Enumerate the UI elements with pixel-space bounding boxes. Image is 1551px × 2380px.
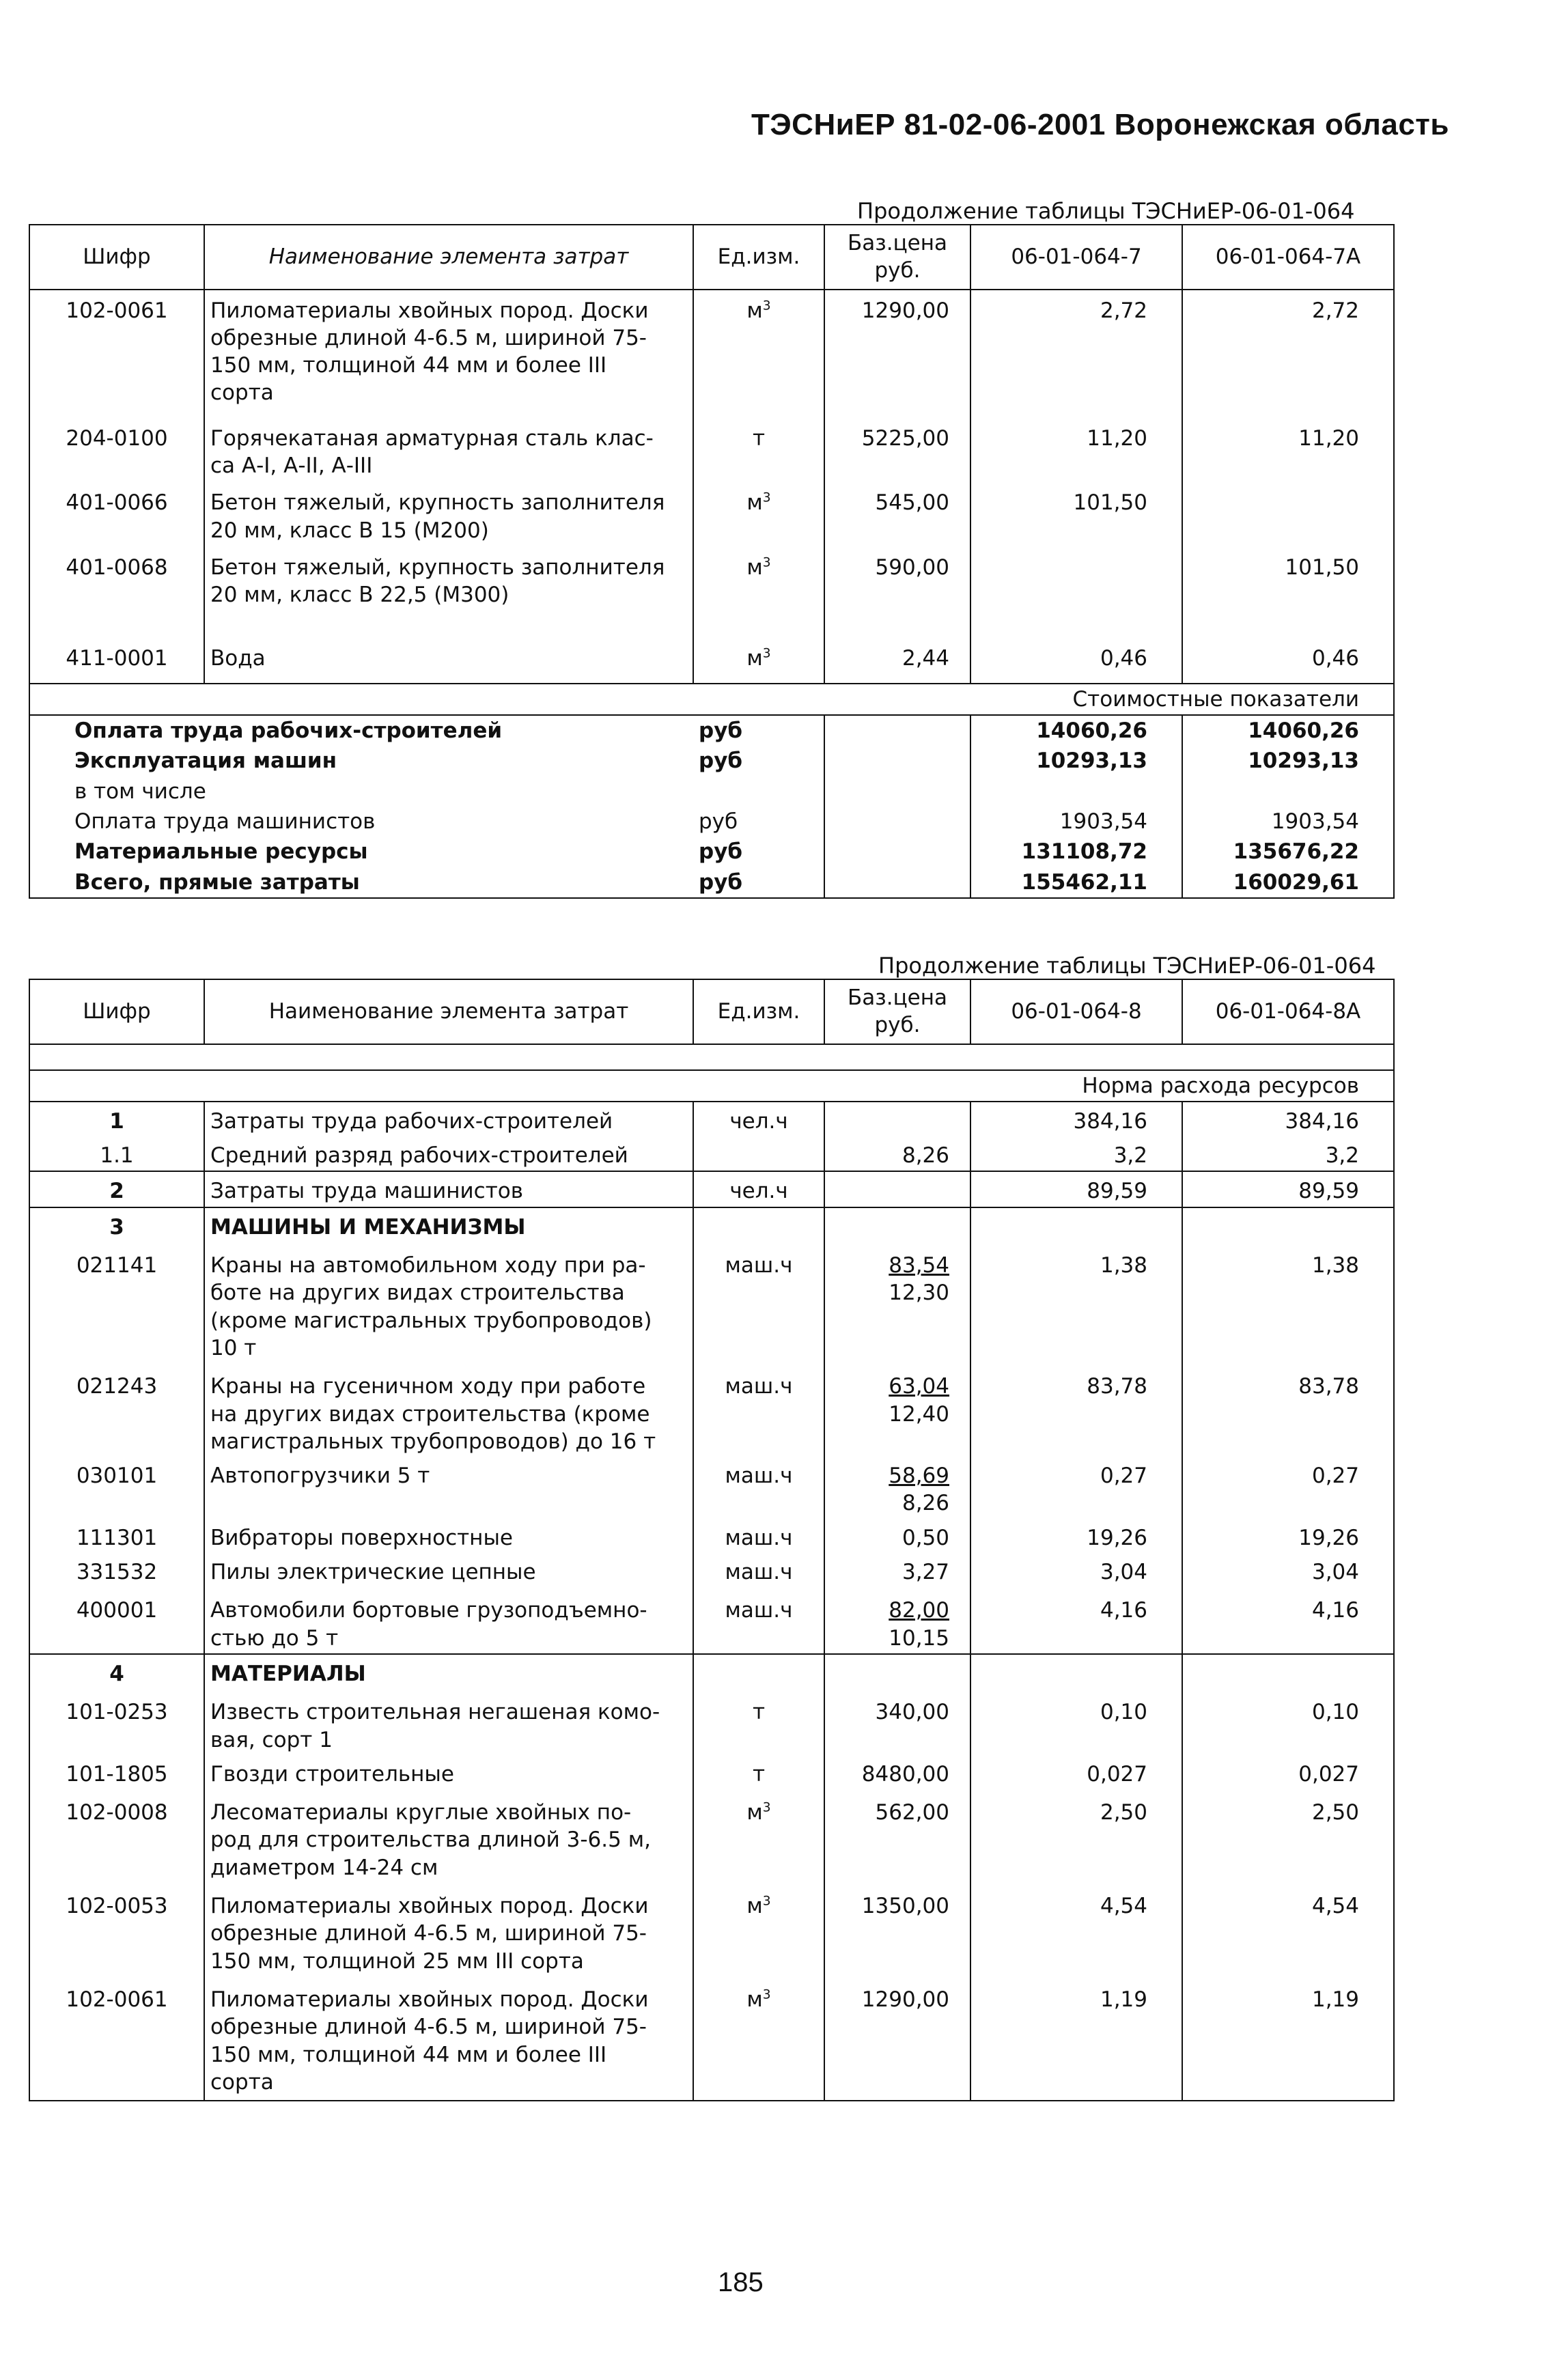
summary-row — [29, 746, 1394, 776]
resource-name — [204, 611, 693, 684]
unit-cell — [693, 1587, 824, 1654]
resource-code: 102-0061 — [29, 1976, 204, 2101]
base-price — [824, 290, 970, 408]
unit-value: м — [746, 1894, 763, 1919]
resource-name — [204, 1136, 693, 1171]
variant1-value: 89,59 — [970, 1171, 1182, 1207]
resource-name-line: сорта — [210, 380, 274, 406]
base-price-value: 1350,00 — [861, 1894, 949, 1919]
unit-cell — [693, 408, 824, 481]
resource-name-line: вая, сорт 1 — [210, 1727, 333, 1752]
unit-cell — [693, 1553, 824, 1587]
summary-label: Оплата труда машинистов — [29, 807, 693, 837]
variant2-value: 384,16 — [1182, 1102, 1394, 1136]
variant1-value: 11,20 — [970, 408, 1182, 481]
resource-name-line: 150 мм, толщиной 44 мм и более III — [210, 353, 607, 378]
variant2-value: 1,19 — [1182, 1976, 1394, 2101]
resource-name-line: Затраты труда рабочих-строителей — [210, 1108, 613, 1134]
resource-name-line: Лесоматериалы круглые хвойных по- — [210, 1800, 632, 1825]
unit-cell — [693, 481, 824, 546]
resource-name-line: Автомобили бортовые грузоподъемно- — [210, 1598, 647, 1623]
table-row — [29, 1689, 1394, 1755]
resource-code: 2 — [29, 1171, 204, 1207]
variant1-value — [970, 1654, 1182, 1689]
variant2-value: 2,72 — [1182, 290, 1394, 408]
unit-exponent: 3 — [762, 646, 771, 661]
resource-name-line: 20 мм, класс В 22,5 (М300) — [210, 583, 509, 608]
unit-cell — [693, 1519, 824, 1553]
base-price — [824, 1654, 970, 1689]
variant1-value — [970, 546, 1182, 611]
table1-continuation-label: Продолжение таблицы ТЭСНиЕР-06-01-064 — [857, 198, 1355, 224]
variant1-value: 3,04 — [970, 1553, 1182, 1587]
variant2-value: 160029,61 — [1182, 867, 1394, 898]
summary-price — [824, 867, 970, 898]
resource-code: 401-0068 — [29, 546, 204, 611]
variant2-value — [1182, 481, 1394, 546]
resource-name — [204, 1102, 693, 1136]
unit-value: м — [746, 645, 763, 671]
base-price — [824, 1136, 970, 1171]
summary-unit — [693, 776, 824, 807]
table-row — [29, 1789, 1394, 1883]
col-header-code: Шифр — [29, 225, 204, 290]
resource-name-line: Бетон тяжелый, крупность заполнителя — [210, 490, 665, 516]
summary-price — [824, 837, 970, 867]
resource-name-line: сорта — [210, 2069, 274, 2095]
resource-code: 030101 — [29, 1457, 204, 1519]
section-banner-label: Норма расхода ресурсов — [29, 1070, 1394, 1102]
resource-name — [204, 1654, 693, 1689]
base-price — [824, 1689, 970, 1755]
base-price-value: 340,00 — [875, 1700, 949, 1725]
base-price-value: 58,69 — [889, 1464, 949, 1489]
base-price — [824, 1242, 970, 1363]
variant1-value: 0,46 — [970, 611, 1182, 684]
base-price-secondary: 12,30 — [889, 1280, 949, 1306]
base-price — [824, 1207, 970, 1242]
variant2-value — [1182, 776, 1394, 807]
unit-value: м — [746, 555, 763, 580]
resource-code: 411-0001 — [29, 611, 204, 684]
unit-value: маш.ч — [725, 1464, 793, 1489]
table-row — [29, 290, 1394, 408]
summary-price — [824, 807, 970, 837]
table-row — [29, 1587, 1394, 1654]
base-price-value: 562,00 — [875, 1800, 949, 1825]
variant2-value — [1182, 1207, 1394, 1242]
resource-name-line: род для строительства длиной 3-6.5 м, — [210, 1828, 651, 1853]
unit-value: маш.ч — [725, 1525, 793, 1550]
unit-cell — [693, 611, 824, 684]
variant2-value: 10293,13 — [1182, 746, 1394, 776]
unit-cell — [693, 1883, 824, 1976]
resource-name — [204, 290, 693, 408]
resource-name-line: Краны на автомобильном ходу при ра- — [210, 1253, 646, 1278]
unit-cell — [693, 1789, 824, 1883]
unit-cell — [693, 1102, 824, 1136]
resource-name — [204, 546, 693, 611]
base-price — [824, 481, 970, 546]
variant1-value: 384,16 — [970, 1102, 1182, 1136]
resource-name-line: обрезные длиной 4-6.5 м, шириной 75- — [210, 1921, 647, 1946]
summary-unit: руб — [693, 837, 824, 867]
col-header-code: Шифр — [29, 979, 204, 1044]
unit-cell — [693, 290, 824, 408]
resource-name — [204, 1457, 693, 1519]
summary-label: Всего, прямые затраты — [29, 867, 693, 898]
summary-price — [824, 776, 970, 807]
resource-name-line: Пиломатериалы хвойных пород. Доски — [210, 1894, 649, 1919]
unit-exponent: 3 — [762, 555, 771, 570]
summary-label: Материальные ресурсы — [29, 837, 693, 867]
resource-code: 400001 — [29, 1587, 204, 1654]
variant2-value: 1903,54 — [1182, 807, 1394, 837]
resource-name-line: МАТЕРИАЛЫ — [210, 1661, 366, 1686]
unit-exponent: 3 — [762, 1800, 771, 1815]
base-price — [824, 1755, 970, 1789]
resource-name-line: Автопогрузчики 5 т — [210, 1464, 430, 1489]
unit-cell — [693, 1689, 824, 1755]
resource-name-line: Средний разряд рабочих-строителей — [210, 1143, 628, 1168]
table-row — [29, 611, 1394, 684]
base-price-value: 83,54 — [889, 1253, 949, 1278]
table-row — [29, 1457, 1394, 1519]
resource-table-1 — [29, 224, 1395, 899]
resource-name-line: Гвозди строительные — [210, 1761, 454, 1787]
resource-name — [204, 1689, 693, 1755]
resource-code: 4 — [29, 1654, 204, 1689]
base-price — [824, 408, 970, 481]
base-price — [824, 1553, 970, 1587]
resource-code: 102-0053 — [29, 1883, 204, 1976]
col-header-price: Баз.цена руб. — [824, 979, 970, 1044]
spacer-row — [29, 1044, 1394, 1070]
summary-unit: руб — [693, 867, 824, 898]
summary-price — [824, 715, 970, 746]
resource-name-line: 150 мм, толщиной 25 мм III сорта — [210, 1948, 584, 1974]
variant1-value: 4,54 — [970, 1883, 1182, 1976]
base-price — [824, 611, 970, 684]
resource-name — [204, 1242, 693, 1363]
resource-name-line: на других видах строительства (кроме — [210, 1401, 650, 1427]
resource-name — [204, 1587, 693, 1654]
resource-name-line: Пиломатериалы хвойных пород. Доски — [210, 1987, 649, 2012]
resource-name — [204, 1789, 693, 1883]
resource-name-line: диаметром 14-24 см — [210, 1855, 438, 1880]
base-price-value: 0,50 — [902, 1525, 949, 1550]
variant1-value: 83,78 — [970, 1363, 1182, 1457]
table2-continuation-label: Продолжение таблицы ТЭСНиЕР-06-01-064 — [878, 953, 1376, 979]
unit-value: м — [746, 1800, 763, 1825]
base-price — [824, 1976, 970, 2101]
unit-value: м — [746, 298, 763, 323]
table-row — [29, 1654, 1394, 1689]
base-price-value: 2,44 — [902, 645, 949, 671]
summary-price — [824, 746, 970, 776]
resource-code: 021141 — [29, 1242, 204, 1363]
table-row — [29, 1242, 1394, 1363]
col-header-price: Баз.цена руб. — [824, 225, 970, 290]
resource-name-line: 10 т — [210, 1335, 257, 1360]
variant2-value: 4,16 — [1182, 1587, 1394, 1654]
variant1-value: 0,27 — [970, 1457, 1182, 1519]
base-price-value: 545,00 — [875, 490, 949, 516]
table-row — [29, 1755, 1394, 1789]
variant2-value — [1182, 1654, 1394, 1689]
resource-code: 3 — [29, 1207, 204, 1242]
resource-code: 102-0061 — [29, 290, 204, 408]
variant1-value: 4,16 — [970, 1587, 1182, 1654]
variant1-value: 155462,11 — [970, 867, 1182, 898]
resource-code: 204-0100 — [29, 408, 204, 481]
col-header-unit: Ед.изм. — [693, 225, 824, 290]
resource-name-line: Затраты труда машинистов — [210, 1179, 524, 1204]
base-price-value: 1290,00 — [861, 298, 949, 323]
unit-value: м — [746, 490, 763, 516]
table-row — [29, 546, 1394, 611]
table-row — [29, 1883, 1394, 1976]
summary-row — [29, 837, 1394, 867]
base-price — [824, 1789, 970, 1883]
variant2-value: 0,10 — [1182, 1689, 1394, 1755]
resource-code: 102-0008 — [29, 1789, 204, 1883]
summary-unit: руб — [693, 715, 824, 746]
summary-row — [29, 867, 1394, 898]
base-price — [824, 1171, 970, 1207]
unit-value: маш.ч — [725, 1598, 793, 1623]
resource-name — [204, 1207, 693, 1242]
unit-cell — [693, 1363, 824, 1457]
resource-name-line: обрезные длиной 4-6.5 м, шириной 75- — [210, 2015, 647, 2040]
variant1-value: 1,38 — [970, 1242, 1182, 1363]
variant2-value: 101,50 — [1182, 546, 1394, 611]
resource-name-line: обрезные длиной 4-6.5 м, шириной 75- — [210, 325, 647, 350]
resource-name-line: са А-I, А-II, А-III — [210, 453, 373, 479]
base-price-value: 82,00 — [889, 1598, 949, 1623]
variant1-value: 131108,72 — [970, 837, 1182, 867]
base-price-value: 8,26 — [902, 1143, 949, 1168]
unit-cell — [693, 546, 824, 611]
variant2-value: 14060,26 — [1182, 715, 1394, 746]
variant1-value: 3,2 — [970, 1136, 1182, 1171]
resource-name-line: Пилы электрические цепные — [210, 1560, 536, 1585]
col-header-variant1: 06-01-064-7 — [970, 225, 1182, 290]
col-header-name: Наименование элемента затрат — [204, 225, 693, 290]
unit-cell — [693, 1457, 824, 1519]
unit-value: т — [752, 1761, 766, 1787]
resource-name — [204, 1883, 693, 1976]
resource-name — [204, 408, 693, 481]
unit-cell — [693, 1171, 824, 1207]
variant2-value: 83,78 — [1182, 1363, 1394, 1457]
table-row — [29, 481, 1394, 546]
base-price — [824, 1457, 970, 1519]
unit-value: маш.ч — [725, 1374, 793, 1399]
variant2-value: 11,20 — [1182, 408, 1394, 481]
unit-value: м — [746, 1987, 763, 2012]
base-price-value: 8480,00 — [861, 1761, 949, 1787]
resource-code: 1.1 — [29, 1136, 204, 1171]
variant1-value: 1,19 — [970, 1976, 1182, 2101]
table-row — [29, 1553, 1394, 1587]
variant1-value — [970, 776, 1182, 807]
table-row — [29, 1171, 1394, 1207]
resource-name — [204, 1363, 693, 1457]
table-row — [29, 1976, 1394, 2101]
base-price-value: 1290,00 — [861, 1987, 949, 2012]
resource-code: 111301 — [29, 1519, 204, 1553]
unit-cell — [693, 1654, 824, 1689]
resource-name-line: Вода — [210, 645, 266, 671]
table-row — [29, 408, 1394, 481]
resource-name — [204, 1976, 693, 2101]
variant1-value: 2,50 — [970, 1789, 1182, 1883]
unit-cell — [693, 1136, 824, 1171]
resource-name-line: МАШИНЫ И МЕХАНИЗМЫ — [210, 1214, 526, 1240]
base-price-secondary: 10,15 — [889, 1625, 949, 1651]
resource-name-line: боте на других видах строительства — [210, 1280, 625, 1306]
table-row — [29, 1363, 1394, 1457]
resource-name-line: Горячекатаная арматурная сталь клас- — [210, 425, 654, 451]
summary-label: Оплата труда рабочих-строителей — [29, 715, 693, 746]
base-price — [824, 1363, 970, 1457]
resource-code: 021243 — [29, 1363, 204, 1457]
base-price-value: 3,27 — [902, 1560, 949, 1585]
col-header-name: Наименование элемента затрат — [204, 979, 693, 1044]
resource-code: 401-0066 — [29, 481, 204, 546]
resource-name-line: Вибраторы поверхностные — [210, 1525, 513, 1550]
resource-name-line: Пиломатериалы хвойных пород. Доски — [210, 298, 649, 323]
variant1-value: 0,10 — [970, 1689, 1182, 1755]
table-row — [29, 1102, 1394, 1136]
unit-value: т — [752, 1700, 766, 1725]
summary-row — [29, 715, 1394, 746]
resource-name — [204, 1519, 693, 1553]
base-price-secondary: 8,26 — [902, 1491, 949, 1516]
variant1-value: 1903,54 — [970, 807, 1182, 837]
table-row — [29, 1136, 1394, 1171]
unit-exponent: 3 — [762, 298, 771, 313]
resource-name-line: стью до 5 т — [210, 1625, 339, 1651]
base-price — [824, 1102, 970, 1136]
base-price-value: 63,04 — [889, 1374, 949, 1399]
resource-name — [204, 1553, 693, 1587]
variant2-value: 2,50 — [1182, 1789, 1394, 1883]
resource-code: 1 — [29, 1102, 204, 1136]
variant1-value — [970, 1207, 1182, 1242]
resource-name — [204, 1171, 693, 1207]
summary-label: Эксплуатация машин — [29, 746, 693, 776]
unit-value: маш.ч — [725, 1560, 793, 1585]
table-row — [29, 1519, 1394, 1553]
resource-code: 101-1805 — [29, 1755, 204, 1789]
table1-header-row — [29, 225, 1394, 290]
document-header: ТЭСНиЕР 81-02-06-2001 Воронежская область — [751, 108, 1449, 141]
variant2-value: 135676,22 — [1182, 837, 1394, 867]
base-price — [824, 1587, 970, 1654]
variant2-value: 1,38 — [1182, 1242, 1394, 1363]
col-header-unit: Ед.изм. — [693, 979, 824, 1044]
variant2-value: 0,46 — [1182, 611, 1394, 684]
variant2-value: 0,27 — [1182, 1457, 1394, 1519]
variant2-value: 3,04 — [1182, 1553, 1394, 1587]
variant1-value: 101,50 — [970, 481, 1182, 546]
unit-cell — [693, 1976, 824, 2101]
resource-name-line: (кроме магистральных трубопроводов) — [210, 1308, 652, 1333]
resource-name-line: Краны на гусеничном ходу при работе — [210, 1374, 646, 1399]
resource-name-line: Известь строительная негашеная комо- — [210, 1700, 660, 1725]
unit-value: т — [752, 425, 766, 451]
variant1-value: 0,027 — [970, 1755, 1182, 1789]
unit-exponent: 3 — [762, 491, 771, 506]
variant2-value: 0,027 — [1182, 1755, 1394, 1789]
variant2-value: 4,54 — [1182, 1883, 1394, 1976]
base-price — [824, 1519, 970, 1553]
unit-value: маш.ч — [725, 1253, 793, 1278]
resource-table-2 — [29, 979, 1395, 2101]
unit-cell — [693, 1755, 824, 1789]
unit-value: чел.ч — [729, 1108, 788, 1134]
variant1-value: 19,26 — [970, 1519, 1182, 1553]
resource-name-line: Бетон тяжелый, крупность заполнителя — [210, 555, 665, 580]
section-banner — [29, 1070, 1394, 1102]
col-header-variant2: 06-01-064-7А — [1182, 225, 1394, 290]
summary-unit: руб — [693, 746, 824, 776]
section-banner-label: Стоимостные показатели — [29, 684, 1394, 715]
unit-value: чел.ч — [729, 1179, 788, 1204]
resource-code: 331532 — [29, 1553, 204, 1587]
base-price-value: 5225,00 — [861, 425, 949, 451]
resource-name-line: 150 мм, толщиной 44 мм и более III — [210, 2042, 607, 2067]
variant2-value: 19,26 — [1182, 1519, 1394, 1553]
resource-code: 101-0253 — [29, 1689, 204, 1755]
summary-label: в том числе — [29, 776, 693, 807]
variant2-value: 3,2 — [1182, 1136, 1394, 1171]
variant1-value: 14060,26 — [970, 715, 1182, 746]
resource-name — [204, 1755, 693, 1789]
base-price — [824, 1883, 970, 1976]
variant1-value: 2,72 — [970, 290, 1182, 408]
table2-header-row — [29, 979, 1394, 1044]
base-price — [824, 546, 970, 611]
resource-name-line: магистральных трубопроводов) до 16 т — [210, 1429, 656, 1454]
unit-exponent: 3 — [762, 1894, 771, 1909]
summary-unit: руб — [693, 807, 824, 837]
summary-row — [29, 776, 1394, 807]
section-banner — [29, 684, 1394, 715]
unit-cell — [693, 1207, 824, 1242]
col-header-variant2: 06-01-064-8А — [1182, 979, 1394, 1044]
unit-exponent: 3 — [762, 1987, 771, 2002]
base-price-value: 590,00 — [875, 555, 949, 580]
variant1-value: 10293,13 — [970, 746, 1182, 776]
base-price-secondary: 12,40 — [889, 1401, 949, 1427]
resource-name-line: 20 мм, класс В 15 (М200) — [210, 518, 489, 543]
page-number: 185 — [718, 2267, 764, 2297]
col-header-variant1: 06-01-064-8 — [970, 979, 1182, 1044]
resource-name — [204, 481, 693, 546]
summary-row — [29, 807, 1394, 837]
table-row — [29, 1207, 1394, 1242]
unit-cell — [693, 1242, 824, 1363]
variant2-value: 89,59 — [1182, 1171, 1394, 1207]
